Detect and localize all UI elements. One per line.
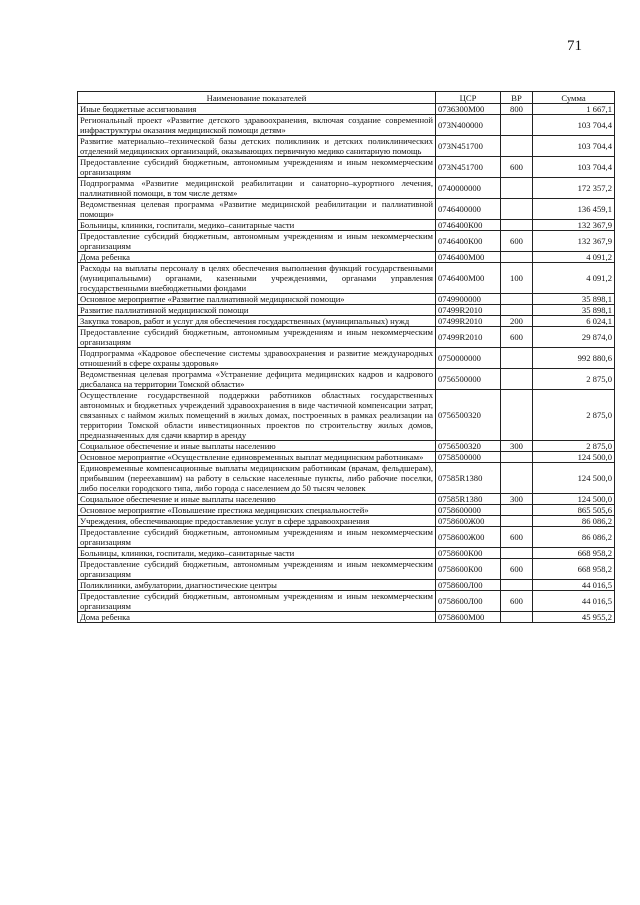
header-sum: Сумма bbox=[533, 92, 615, 104]
cell-csr: 073N451700 bbox=[436, 157, 501, 178]
table-body bbox=[78, 104, 615, 623]
cell-sum: 668 958,2 bbox=[533, 548, 615, 559]
cell-vr: 600 bbox=[501, 327, 533, 348]
cell-csr: 0746400М00 bbox=[436, 252, 501, 263]
cell-name: Предоставление субсидий бюджетным, автономным учреждениям и иным некоммерческим организациям bbox=[78, 559, 436, 580]
cell-vr bbox=[501, 463, 533, 494]
cell-csr: 073N400000 bbox=[436, 115, 501, 136]
table-row bbox=[78, 505, 615, 516]
cell-name: Социальное обеспечение и иные выплаты населению bbox=[78, 441, 436, 452]
cell-name: Расходы на выплаты персоналу в целях обеспечения выполнения функций государственными (муниципальными) органами, казенными учреждениями, органами управления государственными внебюджетными фондами bbox=[78, 263, 436, 294]
cell-sum: 136 459,1 bbox=[533, 199, 615, 220]
cell-vr: 300 bbox=[501, 494, 533, 505]
cell-name: Учреждения, обеспечивающие предоставление услуг в сфере здравоохранения bbox=[78, 516, 436, 527]
cell-csr: 07585R1380 bbox=[436, 494, 501, 505]
cell-name: Больницы, клиники, госпитали, медико–санитарные части bbox=[78, 220, 436, 231]
cell-csr: 07499R2010 bbox=[436, 327, 501, 348]
table-row bbox=[78, 115, 615, 136]
cell-csr: 0758600000 bbox=[436, 505, 501, 516]
cell-csr: 0736300М00 bbox=[436, 104, 501, 115]
cell-name: Социальное обеспечение и иные выплаты населению bbox=[78, 494, 436, 505]
cell-vr: 600 bbox=[501, 559, 533, 580]
cell-vr bbox=[501, 612, 533, 623]
cell-vr bbox=[501, 294, 533, 305]
cell-csr: 0746400К00 bbox=[436, 231, 501, 252]
table-row bbox=[78, 294, 615, 305]
table-row bbox=[78, 252, 615, 263]
cell-csr: 0756500320 bbox=[436, 390, 501, 441]
table-row bbox=[78, 463, 615, 494]
table-row bbox=[78, 263, 615, 294]
cell-sum: 35 898,1 bbox=[533, 305, 615, 316]
cell-sum: 86 086,2 bbox=[533, 527, 615, 548]
cell-vr bbox=[501, 305, 533, 316]
cell-vr: 200 bbox=[501, 316, 533, 327]
cell-sum: 103 704,4 bbox=[533, 115, 615, 136]
cell-sum: 2 875,0 bbox=[533, 390, 615, 441]
cell-sum: 2 875,0 bbox=[533, 369, 615, 390]
cell-sum: 124 500,0 bbox=[533, 494, 615, 505]
table-row bbox=[78, 369, 615, 390]
header-vr: ВР bbox=[501, 92, 533, 104]
cell-name: Подпрограмма «Развитие медицинской реабилитации и санаторно–курортного лечения, паллиативной помощи, в том числе детям» bbox=[78, 178, 436, 199]
cell-name: Закупка товаров, работ и услуг для обеспечения государственных (муниципальных) нужд bbox=[78, 316, 436, 327]
cell-sum: 35 898,1 bbox=[533, 294, 615, 305]
page-number: 71 bbox=[567, 38, 582, 54]
cell-csr: 07499R2010 bbox=[436, 316, 501, 327]
cell-csr: 0758500000 bbox=[436, 452, 501, 463]
table-row bbox=[78, 220, 615, 231]
cell-name: Основное мероприятие «Повышение престижа медицинских специальностей» bbox=[78, 505, 436, 516]
cell-name: Основное мероприятие «Развитие паллиативной медицинской помощи» bbox=[78, 294, 436, 305]
table-row bbox=[78, 157, 615, 178]
cell-name: Предоставление субсидий бюджетным, автономным учреждениям и иным некоммерческим организациям bbox=[78, 327, 436, 348]
cell-vr: 100 bbox=[501, 263, 533, 294]
cell-sum: 132 367,9 bbox=[533, 220, 615, 231]
cell-name: Поликлиники, амбулатории, диагностические центры bbox=[78, 580, 436, 591]
cell-csr: 0758600Л00 bbox=[436, 580, 501, 591]
table-row bbox=[78, 516, 615, 527]
table-row bbox=[78, 494, 615, 505]
header-name: Наименование показателей bbox=[78, 92, 436, 104]
cell-csr: 0758600Ж00 bbox=[436, 516, 501, 527]
table-row bbox=[78, 327, 615, 348]
cell-vr: 600 bbox=[501, 157, 533, 178]
cell-vr: 800 bbox=[501, 104, 533, 115]
cell-sum: 44 016,5 bbox=[533, 580, 615, 591]
cell-csr: 073N451700 bbox=[436, 136, 501, 157]
cell-name: Предоставление субсидий бюджетным, автономным учреждениям и иным некоммерческим организациям bbox=[78, 231, 436, 252]
table-row bbox=[78, 305, 615, 316]
budget-table bbox=[77, 91, 615, 623]
cell-csr: 0756500320 bbox=[436, 441, 501, 452]
table-header-row bbox=[78, 92, 615, 104]
cell-name: Развитие материально–технической базы детских поликлиник и детских поликлинических отделений медицинских организаций, оказывающих первичную медико санитарную помощь bbox=[78, 136, 436, 157]
cell-csr: 0749900000 bbox=[436, 294, 501, 305]
cell-sum: 992 880,6 bbox=[533, 348, 615, 369]
cell-csr: 0750000000 bbox=[436, 348, 501, 369]
cell-vr bbox=[501, 369, 533, 390]
cell-sum: 103 704,4 bbox=[533, 136, 615, 157]
cell-sum: 668 958,2 bbox=[533, 559, 615, 580]
table-row bbox=[78, 178, 615, 199]
table-row bbox=[78, 452, 615, 463]
table-row bbox=[78, 580, 615, 591]
cell-name: Предоставление субсидий бюджетным, автономным учреждениям и иным некоммерческим организациям bbox=[78, 527, 436, 548]
cell-sum: 865 505,6 bbox=[533, 505, 615, 516]
cell-sum: 29 874,0 bbox=[533, 327, 615, 348]
cell-vr: 300 bbox=[501, 441, 533, 452]
cell-vr bbox=[501, 548, 533, 559]
cell-csr: 0758600М00 bbox=[436, 612, 501, 623]
cell-vr bbox=[501, 516, 533, 527]
cell-csr: 0740000000 bbox=[436, 178, 501, 199]
table-row bbox=[78, 527, 615, 548]
cell-sum: 172 357,2 bbox=[533, 178, 615, 199]
table-row bbox=[78, 199, 615, 220]
cell-sum: 1 667,1 bbox=[533, 104, 615, 115]
cell-name: Региональный проект «Развитие детского здравоохранения, включая создание современной инфраструктуры оказания медицинской помощи детям» bbox=[78, 115, 436, 136]
table-row bbox=[78, 390, 615, 441]
table-row bbox=[78, 548, 615, 559]
cell-sum: 124 500,0 bbox=[533, 463, 615, 494]
cell-sum: 45 955,2 bbox=[533, 612, 615, 623]
cell-name: Дома ребенка bbox=[78, 612, 436, 623]
cell-name: Дома ребенка bbox=[78, 252, 436, 263]
cell-csr: 0746400М00 bbox=[436, 263, 501, 294]
table-row bbox=[78, 104, 615, 115]
cell-vr bbox=[501, 580, 533, 591]
cell-sum: 4 091,2 bbox=[533, 252, 615, 263]
cell-vr bbox=[501, 390, 533, 441]
table-row bbox=[78, 316, 615, 327]
cell-csr: 0758600К00 bbox=[436, 548, 501, 559]
cell-csr: 0758600К00 bbox=[436, 559, 501, 580]
cell-sum: 86 086,2 bbox=[533, 516, 615, 527]
cell-name: Осуществление государственной поддержки работников областных государственных автономных и бюджетных учреждений здравоохранения в виде частичной компенсации затрат, связанных с наймом жилых помещений в жилых домах, построенных в рамках реализации на территории Томской области инвестиционных проектов по строительству жилых домов, предназначенных для сдачи квартир в аренду bbox=[78, 390, 436, 441]
cell-vr bbox=[501, 220, 533, 231]
header-csr: ЦСР bbox=[436, 92, 501, 104]
cell-sum: 6 024,1 bbox=[533, 316, 615, 327]
cell-csr: 0758600Ж00 bbox=[436, 527, 501, 548]
cell-name: Единовременные компенсационные выплаты медицинским работникам (врачам, фельдшерам), прибывшим (переехавшим) на работу в сельские населенные пункты, либо рабочие поселки, либо поселки городского типа, либо города с населением до 50 тысяч человек bbox=[78, 463, 436, 494]
cell-sum: 4 091,2 bbox=[533, 263, 615, 294]
cell-name: Больницы, клиники, госпитали, медико–санитарные части bbox=[78, 548, 436, 559]
cell-vr bbox=[501, 505, 533, 516]
cell-csr: 07499R2010 bbox=[436, 305, 501, 316]
cell-name: Предоставление субсидий бюджетным, автономным учреждениям и иным некоммерческим организациям bbox=[78, 157, 436, 178]
cell-vr: 600 bbox=[501, 527, 533, 548]
table-row bbox=[78, 441, 615, 452]
cell-sum: 103 704,4 bbox=[533, 157, 615, 178]
cell-vr bbox=[501, 452, 533, 463]
cell-name: Развитие паллиативной медицинской помощи bbox=[78, 305, 436, 316]
cell-csr: 07585R1380 bbox=[436, 463, 501, 494]
cell-sum: 44 016,5 bbox=[533, 591, 615, 612]
table-row bbox=[78, 591, 615, 612]
cell-name: Ведомственная целевая программа «Устранение дефицита медицинских кадров и кадрового дисбаланса на территории Томской области» bbox=[78, 369, 436, 390]
table-row bbox=[78, 136, 615, 157]
cell-name: Подпрограмма «Кадровое обеспечение системы здравоохранения и развитие международных отношений в сфере охраны здоровья» bbox=[78, 348, 436, 369]
cell-vr bbox=[501, 115, 533, 136]
cell-vr bbox=[501, 199, 533, 220]
table-row bbox=[78, 612, 615, 623]
cell-vr: 600 bbox=[501, 591, 533, 612]
cell-csr: 0758600Л00 bbox=[436, 591, 501, 612]
cell-sum: 132 367,9 bbox=[533, 231, 615, 252]
cell-sum: 2 875,0 bbox=[533, 441, 615, 452]
cell-sum: 124 500,0 bbox=[533, 452, 615, 463]
cell-vr bbox=[501, 252, 533, 263]
cell-name: Иные бюджетные ассигнования bbox=[78, 104, 436, 115]
cell-csr: 0746400К00 bbox=[436, 220, 501, 231]
cell-name: Ведомственная целевая программа «Развитие медицинской реабилитации и паллиативной помощи» bbox=[78, 199, 436, 220]
table-row bbox=[78, 348, 615, 369]
table-row bbox=[78, 231, 615, 252]
cell-vr bbox=[501, 178, 533, 199]
cell-vr bbox=[501, 136, 533, 157]
cell-name: Основное мероприятие «Осуществление единовременных выплат медицинским работникам» bbox=[78, 452, 436, 463]
cell-csr: 0746400000 bbox=[436, 199, 501, 220]
cell-name: Предоставление субсидий бюджетным, автономным учреждениям и иным некоммерческим организациям bbox=[78, 591, 436, 612]
cell-vr: 600 bbox=[501, 231, 533, 252]
table-row bbox=[78, 559, 615, 580]
cell-csr: 0756500000 bbox=[436, 369, 501, 390]
cell-vr bbox=[501, 348, 533, 369]
